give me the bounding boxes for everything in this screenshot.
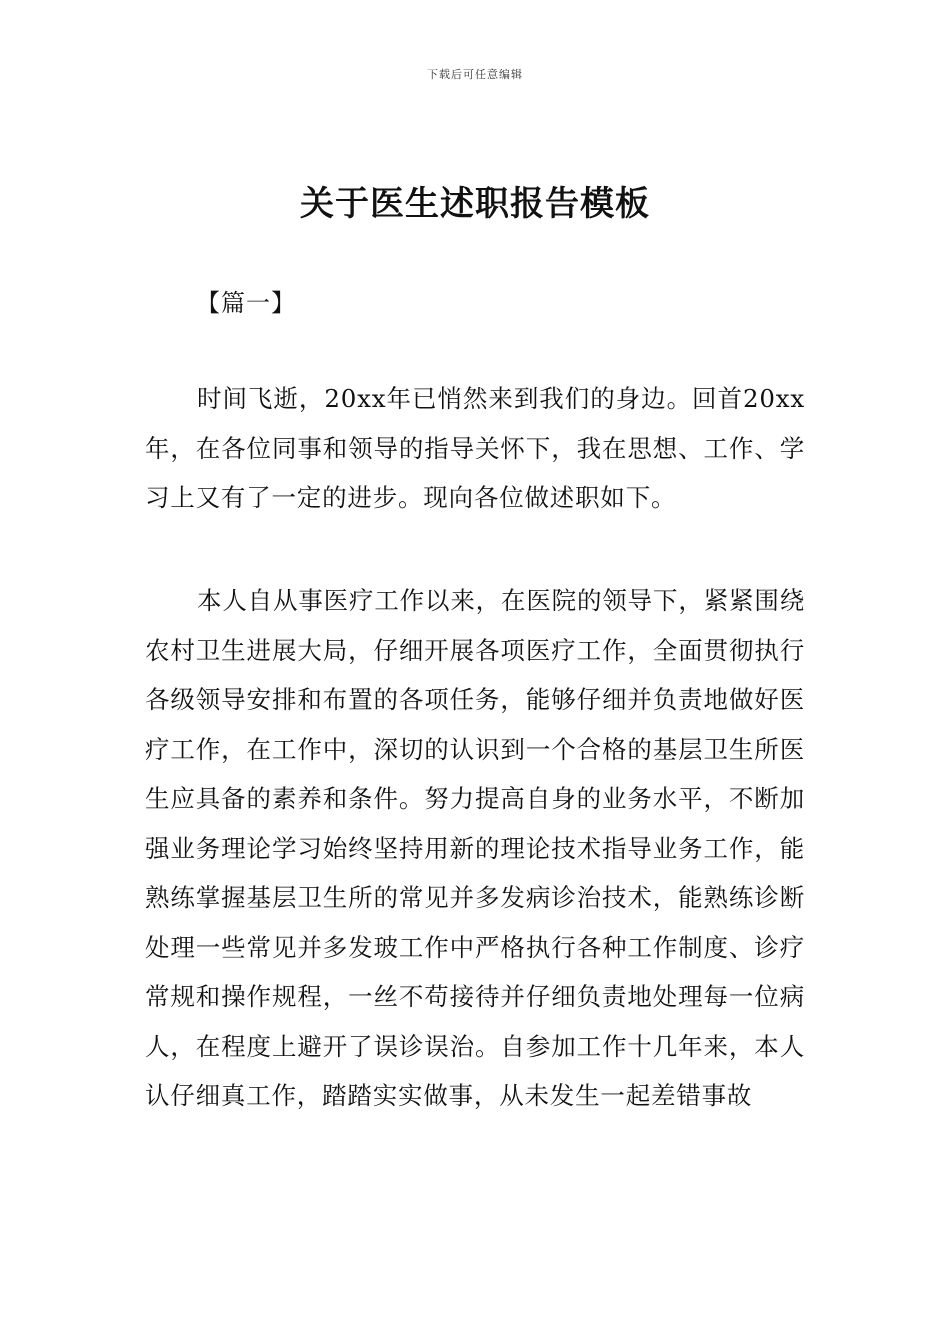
- section-label: 【篇一】: [196, 289, 296, 317]
- document-title: 关于医生述职报告模板: [300, 184, 650, 224]
- paragraph-intro: 时间飞逝，20xx年已悄然来到我们的身边。回首20xx年，在各位同事和领导的指导关怀下，我在思想、工作、学习上又有了一定的进步。现向各位做述职如下。: [145, 384, 805, 512]
- header-note: 下载后可任意编辑: [427, 68, 523, 81]
- paragraph-body: 本人自从事医疗工作以来，在医院的领导下，紧紧围绕农村卫生进展大局，仔细开展各项医疗工作，全面贯彻执行各级领导安排和布置的各项任务，能够仔细并负责地做好医疗工作，在工作中，深切的认识到一个合格的基层卫生所医生应具备的素养和条件。努力提高自身的业务水平，不断加强业务理论学习始终坚持用新的理论技术指导业务工作，能熟练掌握基层卫生所的常见并多发病诊治技术，能熟练诊断处理一些常见并多发玻工作中严格执行各种工作制度、诊疗常规和操作规程，一丝不苟接待并仔细负责地处理每一位病人，在程度上避开了误诊误治。自参加工作十几年来，本人认仔细真工作，踏踏实实做事，从未发生一起差错事故: [145, 586, 805, 1110]
